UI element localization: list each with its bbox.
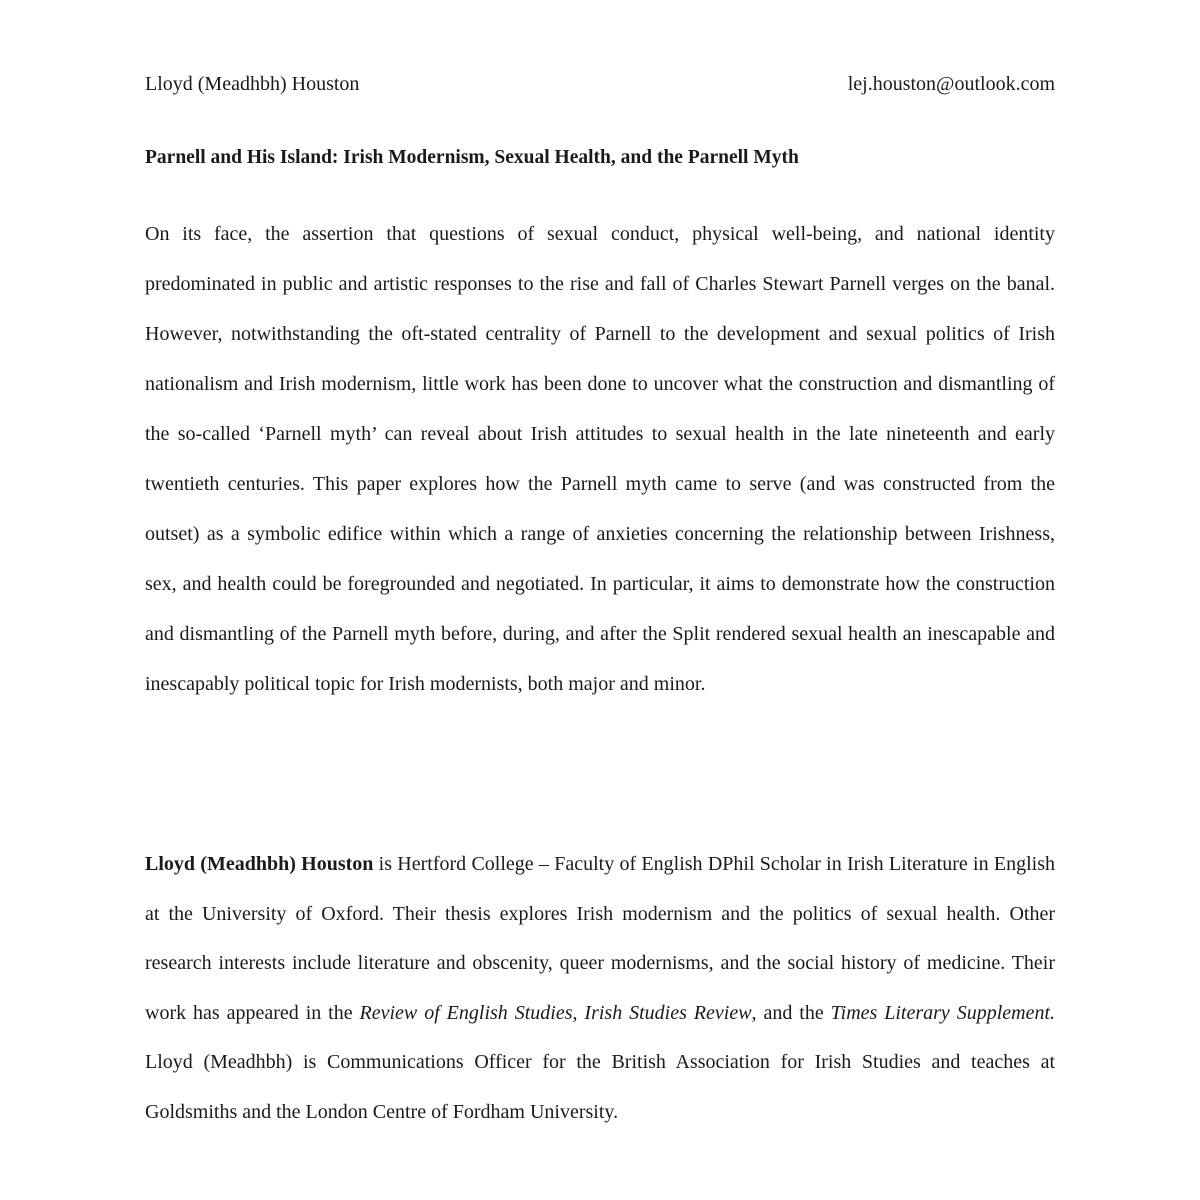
document-page xyxy=(145,0,1055,1200)
bio-text-1: is Hertford College – Faculty of English DPhil Scholar in Irish Literature in English at the University of Oxford. Their thesis explores Irish modernism and the politics of sexual health. Other research interests include literature and obscenity, queer modernisms, and the social history of medicine. Their work has appeared in the xyxy=(145,853,1055,1024)
author-name: Lloyd (Meadhbh) Houston xyxy=(145,73,360,95)
paper-title: Parnell and His Island: Irish Modernism, Sexual Health, and the Parnell Myth xyxy=(145,147,799,168)
author-email: lej.houston@outlook.com xyxy=(847,73,1055,95)
bio-paragraph xyxy=(145,840,1055,1137)
abstract-paragraph: On its face, the assertion that questions of sexual conduct, physical well-being, and national identity predominated in public and artistic responses to the rise and fall of Charles Stewart Parnell verges on the banal. However, notwithstanding the oft-stated centrality of Parnell to the development and sexual politics of Irish nationalism and Irish modernism, little work has been done to uncover what the construction and dismantling of the so-called ‘Parnell myth’ can reveal about Irish attitudes to sexual health in the late nineteenth and early twentieth centuries. This paper explores how the Parnell myth came to serve (and was constructed from the outset) as a symbolic edifice within which a range of anxieties concerning the relationship between Irishness, sex, and health could be foregrounded and negotiated. In particular, it aims to demonstrate how the construction and dismantling of the Parnell myth before, during, and after the Split rendered sexual health an inescapable and inescapably political topic for Irish modernists, both major and minor. xyxy=(145,223,1055,695)
bio-text-2: Lloyd (Meadhbh) is Communications Officer for the British Association for Irish Studies and teaches at Goldsmiths and the London Centre of Fordham University. xyxy=(145,1051,1055,1123)
publication-irish-studies-review: Irish Studies Review xyxy=(584,1001,752,1024)
bio-separator-2: , and the xyxy=(751,1001,831,1024)
bio-separator-1: , xyxy=(572,1001,585,1024)
publication-times-literary-supplement: Times Literary Supplement. xyxy=(830,1001,1056,1024)
bio-name: Lloyd (Meadhbh) Houston xyxy=(145,853,374,875)
page-header xyxy=(145,70,1055,98)
publication-review-of-english-studies: Review of English Studies xyxy=(359,1001,573,1024)
